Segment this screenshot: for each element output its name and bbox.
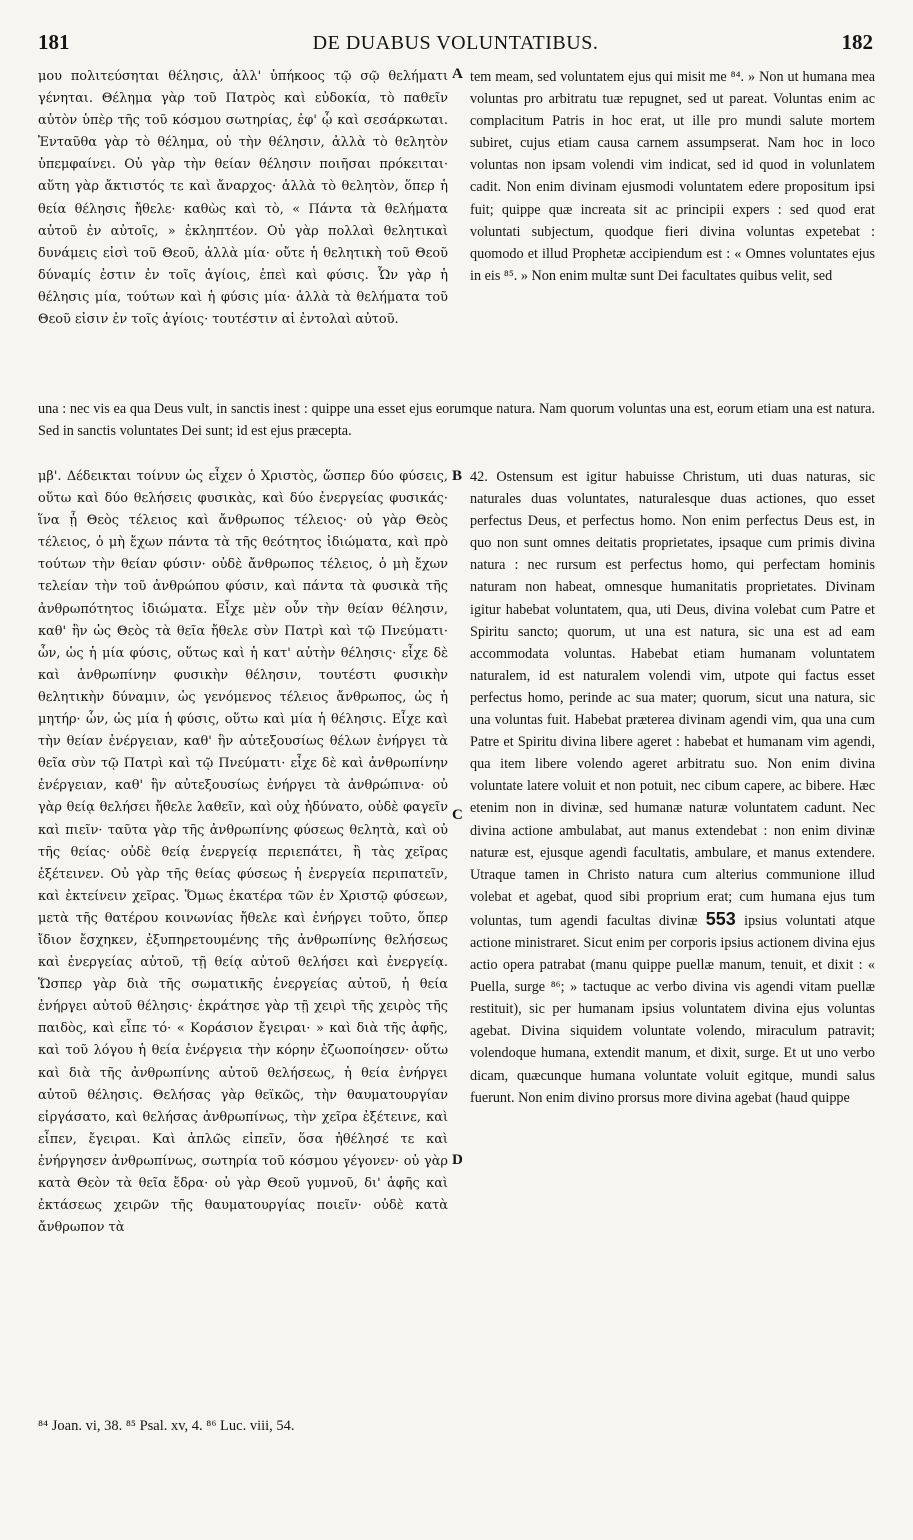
margin-marker-a: A bbox=[452, 66, 463, 82]
page-number-left: 181 bbox=[38, 30, 70, 54]
greek-column-bottom: μβ'. Δέδεικται τοίνυν ὡς εἶχεν ὁ Χριστὸς, ὥσπερ δύο φύσεις, οὕτω καὶ δύο θελήσεις φυσικὰς, καὶ δύο ἐνεργείας φυσικάς· ἵνα ᾖ Θεὸς τέλειος καὶ ἄνθρωπος τέλειος· οὐ γὰρ Θεὸς τέλειος, ὁ μὴ ἔχων πάντα τὰ τῆς θεότητος ἰδιώματα, καὶ πρὸ τούτων τὴν θείαν φύσιν· οὐδὲ ἄνθρωπος τέλειος, ὁ μὴ ἔχων τελείαν τὴν τοῦ ἀνθρώπου φύσιν, καὶ πάντα τὰ φυσικὰ τῆς ἀνθρωπότητος ἰδιώματα. Εἶχε μὲν οὖν τὴν θείαν θέλησιν, καθ' ἣν ὡς Θεὸς τὰ θεῖα ἤθελε σὺν Πατρὶ καὶ τῷ Πνεύματι· ὧν, ὡς ἡ μία φύσις, οὕτως καὶ ἡ κατ' αὐτὴν θέλησις· εἶχε δὲ καὶ ἀνθρωπίνην φυσικὴν θέλησιν, τουτέστι φυσικὴν θελητικὴν δύναμιν, ὡς γενόμενος τέλειος ἄνθρωπος, ὡς ἡ μητήρ· ὧν, ὡς μία ἡ φύσις, οὕτω καὶ μία ἡ θέλησις. Εἶχε καὶ τὴν θείαν ἐνέργειαν, καθ' ἣν αὐτεξουσίως θέλων ἐνήργει τὰ θεῖα σὺν τῷ Πατρὶ καὶ τῷ Πνεύματι· εἶχε δὲ καὶ ἀνθρωπίνην ἐνέργειαν, καθ' ἣν αὐτεξουσίως ἐνήργει τὰ ἀνθρώπινα· οὐ γὰρ θείᾳ θελήσει ἤθελε λαθεῖν, καὶ οὐχ ἠδύνατο, οὐδὲ φαγεῖν καὶ πιεῖν· ταῦτα γὰρ τῆς ἀνθρωπίνης φύσεως θελητὰ, καὶ οὐ τῆς θείας· οὐδὲ θείᾳ ἐνεργείᾳ περιεπάτει, ἢ τὰς χεῖρας ἐξέτεινεν. Οὐ γὰρ τῆς θείας φύσεως ἡ ἐνεργεία περιπατεῖν, καὶ ἐκτείνειν χεῖρας. Ὅμως ἑκατέρα τῶν ἐν Χριστῷ φύσεων, μετὰ τῆς θατέρου κοινωνίας ἤθελε καὶ ἐνήργει τοῦτο, ὅπερ ἴδιον ἔσχηκεν, ἐξυπηρετουμένης τῆς ἀνθρωπίνης θελήσεως καὶ ἐνεργείας αὐτοῦ, τῇ θείᾳ αὐτοῦ θελήσει καὶ ἐνεργείᾳ. Ὥσπερ γὰρ διὰ τῆς σωματικῆς ἐνεργείας αὐτοῦ, ἡ θεία ἐνήργει αὐτοῦ θέλησις· ἐκράτησε γὰρ τῇ χειρὶ τῆς χειρὸς τῆς παιδὸς, καὶ εἶπε τό· « Κοράσιον ἔγειραι· » καὶ διὰ τῆς ἁφῆς, καὶ τοῦ λόγου ἡ θεία ἐνέργεια τὴν κόρην ἐζωοποίησεν· οὕτω καὶ διὰ τῆς ἀνθρωπίνης αὐτοῦ θελήσεως, ἡ θεία ἐνήργει αὐτοῦ θέλησις. Θελήσας γὰρ θεϊκῶς, τὴν θαυματουργίαν εἰργάσατο, καὶ θελήσας ἀνθρωπίνως, τὴν χεῖρα ἐξέτεινε, καὶ εἶπεν, ἔγειραι. Καὶ ἁπλῶς εἰπεῖν, ὅσα ἠθέλησέ τε καὶ ἐνήργησεν ἀνθρωπίνως, σωτηρία τοῦ κόσμου γέγονεν· οὐ γὰρ κατὰ Θεὸν τὰ θεῖα ἔδρα· οὐ γὰρ Θεοῦ γυμνοῦ, δι' ἁφῆς καὶ ἐκτάσεως χειρῶν τῆς θαυματουργίας ποιεῖν· οὐδὲ κατὰ ἄνθρωπον τὰ bbox=[38, 469, 448, 1236]
margin-marker-c: C bbox=[452, 807, 463, 823]
page-header bbox=[38, 30, 873, 60]
footnotes: ⁸⁴ Joan. vi, 38. ⁸⁵ Psal. xv, 4. ⁸⁶ Luc. viii, 54. bbox=[38, 1418, 295, 1434]
latin-section-42-continued: ipsius voluntati atque actione ministraret. Sicut enim per corporis ipsius actionem divina ejus actio opera patrabat (manu quippe puellæ manum, tenuit, et dixit : « Puella, surge ⁸⁶; » tactuque ac verbo divina vis agendi vitam puellæ restituit), sic per humanam ipsius voluntatem divina ejus voluntas agebat. Divina siquidem voluntate volendo, miraculum patravit; volendoque humana, extendit manum, et dixit, surge. Et ut uno verbo dicam, quæcunque humana voluntate voluit egitque, mundi salus fuerunt. Non enim divino prorsus more divina agebat (haud quippe bbox=[470, 912, 876, 1106]
margin-marker-b: B bbox=[452, 468, 463, 484]
greek-column-top: μου πολιτεύσηται θέλησις, ἀλλ' ὑπήκοος τῷ σῷ θελήματι γένηται. Θέλημα γὰρ τοῦ Πατρὸς καὶ εὐδοκία, τὸ παθεῖν αὐτὸν ὑπὲρ τῆς τοῦ κόσμου σωτηρίας, ἐφ' ᾧ καὶ σεσάρκωται. Ἐνταῦθα γὰρ τὸ θέλημα, οὐ τὴν θέλησιν, ἀλλὰ τὸ θελητὸν ὑπεμφαίνει. Οὐ γὰρ τὴν θείαν θέλησιν ποιῆσαι πρόκειται· αὕτη γὰρ ἄκτιστός τε καὶ ἄναρχος· ἀλλὰ τὸ θελητὸν, ὅπερ ἡ θεία θέλησις ἤθελε· καθὼς καὶ τὸ, « Πάντα τὰ θελήματα αὐτοῦ ἐν αὐτοῖς, » ἐκληπτέον. Οὐ γὰρ πολλαὶ θελητικαὶ δυνάμεις εἰσὶ τοῦ Θεοῦ, ἀλλὰ μία· οὔτε ἡ θελητικὴ τοῦ Θεοῦ δύναμίς ἐστιν ἐν τοῖς ἁγίοις, ἐπεὶ καὶ φύσις. Ὧν γὰρ ἡ θέλησις μία, τούτων καὶ ἡ φύσις μία· ἀλλὰ τὰ θελήματα τοῦ Θεοῦ εἰσιν ἐν τοῖς ἁγίοις· τουτέστιν αἱ ἐντολαὶ αὐτοῦ. bbox=[38, 69, 448, 328]
page-number-right: 182 bbox=[841, 30, 873, 54]
latin-column-bottom bbox=[470, 466, 875, 1109]
latin-column-top: tem meam, sed voluntatem ejus qui misit me ⁸⁴. » Non ut humana mea voluntas pro arbitratu tuæ repugnet, sed ut pareat. Voluntas enim ac complacitum Patris in hoc erat, ut ille pro mundi salute mortem subiret, cujus etiam causa carnem assumpserat. Nam hoc in loco voluntas non ipsam volendi vim indicat, sed id quod in volunlatem cadit. Non enim divinam ejusmodi voluntatem edere propositum ipsi fuit; quippe quæ increata sit ac principii expers : sed quod erat voluntati subjectum, quodque fieri divina voluntas expetebat : quomodo et illud Prophetæ accipiendum est : « Omnes voluntates ejus in eis ⁸⁵. » Non enim multæ sunt Dei facultates quibus velit, sed bbox=[470, 69, 875, 284]
full-width-latin-text: una : nec vis ea qua Deus vult, in sanctis inest : quippe una esset ejus eorumque natura. Nam quorum voluntas una est, eorum etiam una est natura. Sed in sanctis voluntates Dei sunt; id est ejus præcepta. bbox=[38, 401, 875, 440]
column-number: 553 bbox=[705, 908, 736, 929]
running-title: DE DUABUS VOLUNTATIBUS. bbox=[312, 32, 599, 54]
latin-section-42: 42. Ostensum est igitur habuisse Christum, uti duas naturas, sic naturales duas voluntates, naturalesque duas actiones, quo esset perfectus Deus, et perfectus homo. Non enim perfectus Deus est, in quo non sunt omnes deitatis proprietates, ipsaque cum primis divina natura : nec rursum est perfectus homo, qui perfectam hominis naturam non habeat, omnesque humanitatis proprietates. Divinam igitur habebat voluntatem, qua, uti Deus, divina volebat cum Patre et Spiritu sancto; quorum, ut una est natura, sic una est ad eam accommodata voluntas. Habebat etiam humanam voluntatem naturalem, id est naturalem volendi vim, utpote qui factus esset perfectus homo, perinde ac sua mater; quorum, sicut una natura, sic una voluntas fuit. Habebat præterea divinam agendi vim, qua una cum Patre et Spiritu divina libere ageret : habebat et humanam vim agendi, qua item libere volendo ageret arbitratu suo. Non enim divina voluntate latere voluit et non potuit, nec cibum capere, ac bibere. Hæc etenim non in divinæ, sed humanæ naturæ voluntatem cadunt. Nec divina actione ambulabat, aut manus extendebat : non enim divinæ naturæ est, ejusque agendi facultatis, ambulare, et manus extendere. Utraque tamen in Christo natura cum alterius communione illud volebat et agebat, quod sibi proprium erat; cum humana ejus tum voluntas, tum agendi facultas divinæ bbox=[470, 469, 875, 929]
margin-marker-d: D bbox=[452, 1152, 463, 1168]
